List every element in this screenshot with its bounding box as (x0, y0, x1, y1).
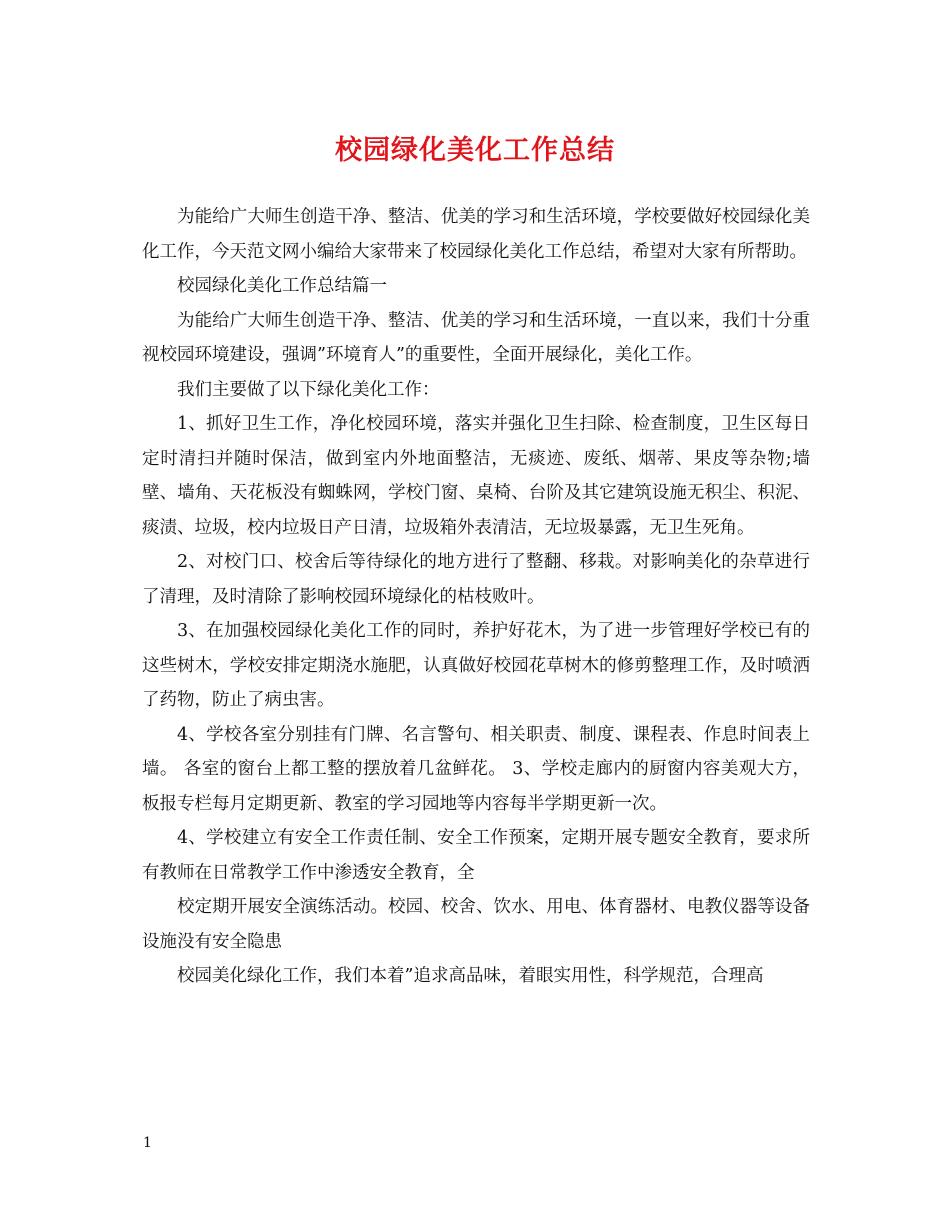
page-number: 1 (143, 1135, 152, 1151)
paragraph-item-1: 1、抓好卫生工作，净化校园环境，落实并强化卫生扫除、检查制度，卫生区每日定时清扫并随时保洁，做到室内外地面整洁，无痰迹、废纸、烟蒂、果皮等杂物;墙壁、墙角、天花板没有蜘蛛网，学校门窗、桌椅、台阶及其它建筑设施无积尘、积泥、痰渍、垃圾，校内垃圾日产日清，垃圾箱外表清洁，无垃圾暴露，无卫生死角。 (142, 414, 810, 538)
paragraph: 校定期开展安全演练活动。校园、校舍、饮水、用电、体育器材、电教仪器等设备设施没有安全隐患 (142, 897, 810, 952)
paragraph: 我们主要做了以下绿化美化工作： (177, 379, 440, 400)
paragraph-item-4: 4、学校各室分别挂有门牌、名言警句、相关职责、制度、课程表、作息时间表上墙。 各室的窗台上都工整的摆放着几盆鲜花。 3、学校走廊内的厨窗内容美观大方，板报专栏每月定期更新、教室的学习园地等内容每半学期更新一次。 (142, 724, 810, 814)
paragraph: 校园美化绿化工作，我们本着”追求高品味，着眼实用性，科学规范，合理高 (177, 966, 764, 986)
paragraph: 为能给广大师生创造干净、整洁、优美的学习和生活环境，一直以来，我们十分重视校园环境建设，强调”环境育人”的重要性，全面开展绿化，美化工作。 (142, 310, 810, 365)
paragraph-item-3: 3、在加强校园绿化美化工作的同时，养护好花木，为了进一步管理好学校已有的这些树木，学校安排定期浇水施肥，认真做好校园花草树木的修剪整理工作，及时喷洒了药物，防止了病虫害。 (142, 621, 810, 710)
paragraph-intro: 为能给广大师生创造干净、整洁、优美的学习和生活环境，学校要做好校园绿化美化工作，今天范文网小编给大家带来了校园绿化美化工作总结，希望对大家有所帮助。 (142, 207, 810, 262)
document-title: 校园绿化美化工作总结 (335, 135, 615, 166)
paragraph-item-2: 2、对校门口、校舍后等待绿化的地方进行了整翻、移栽。对影响美化的杂草进行了清理，及时清除了影响校园环境绿化的枯枝败叶。 (142, 552, 810, 607)
section-heading: 校园绿化美化工作总结篇一 (177, 276, 387, 296)
paragraph-item-4b: 4、学校建立有安全工作责任制、安全工作预案，定期开展专题安全教育，要求所有教师在日常教学工作中渗透安全教育，全 (142, 828, 810, 883)
document-body (142, 200, 810, 994)
